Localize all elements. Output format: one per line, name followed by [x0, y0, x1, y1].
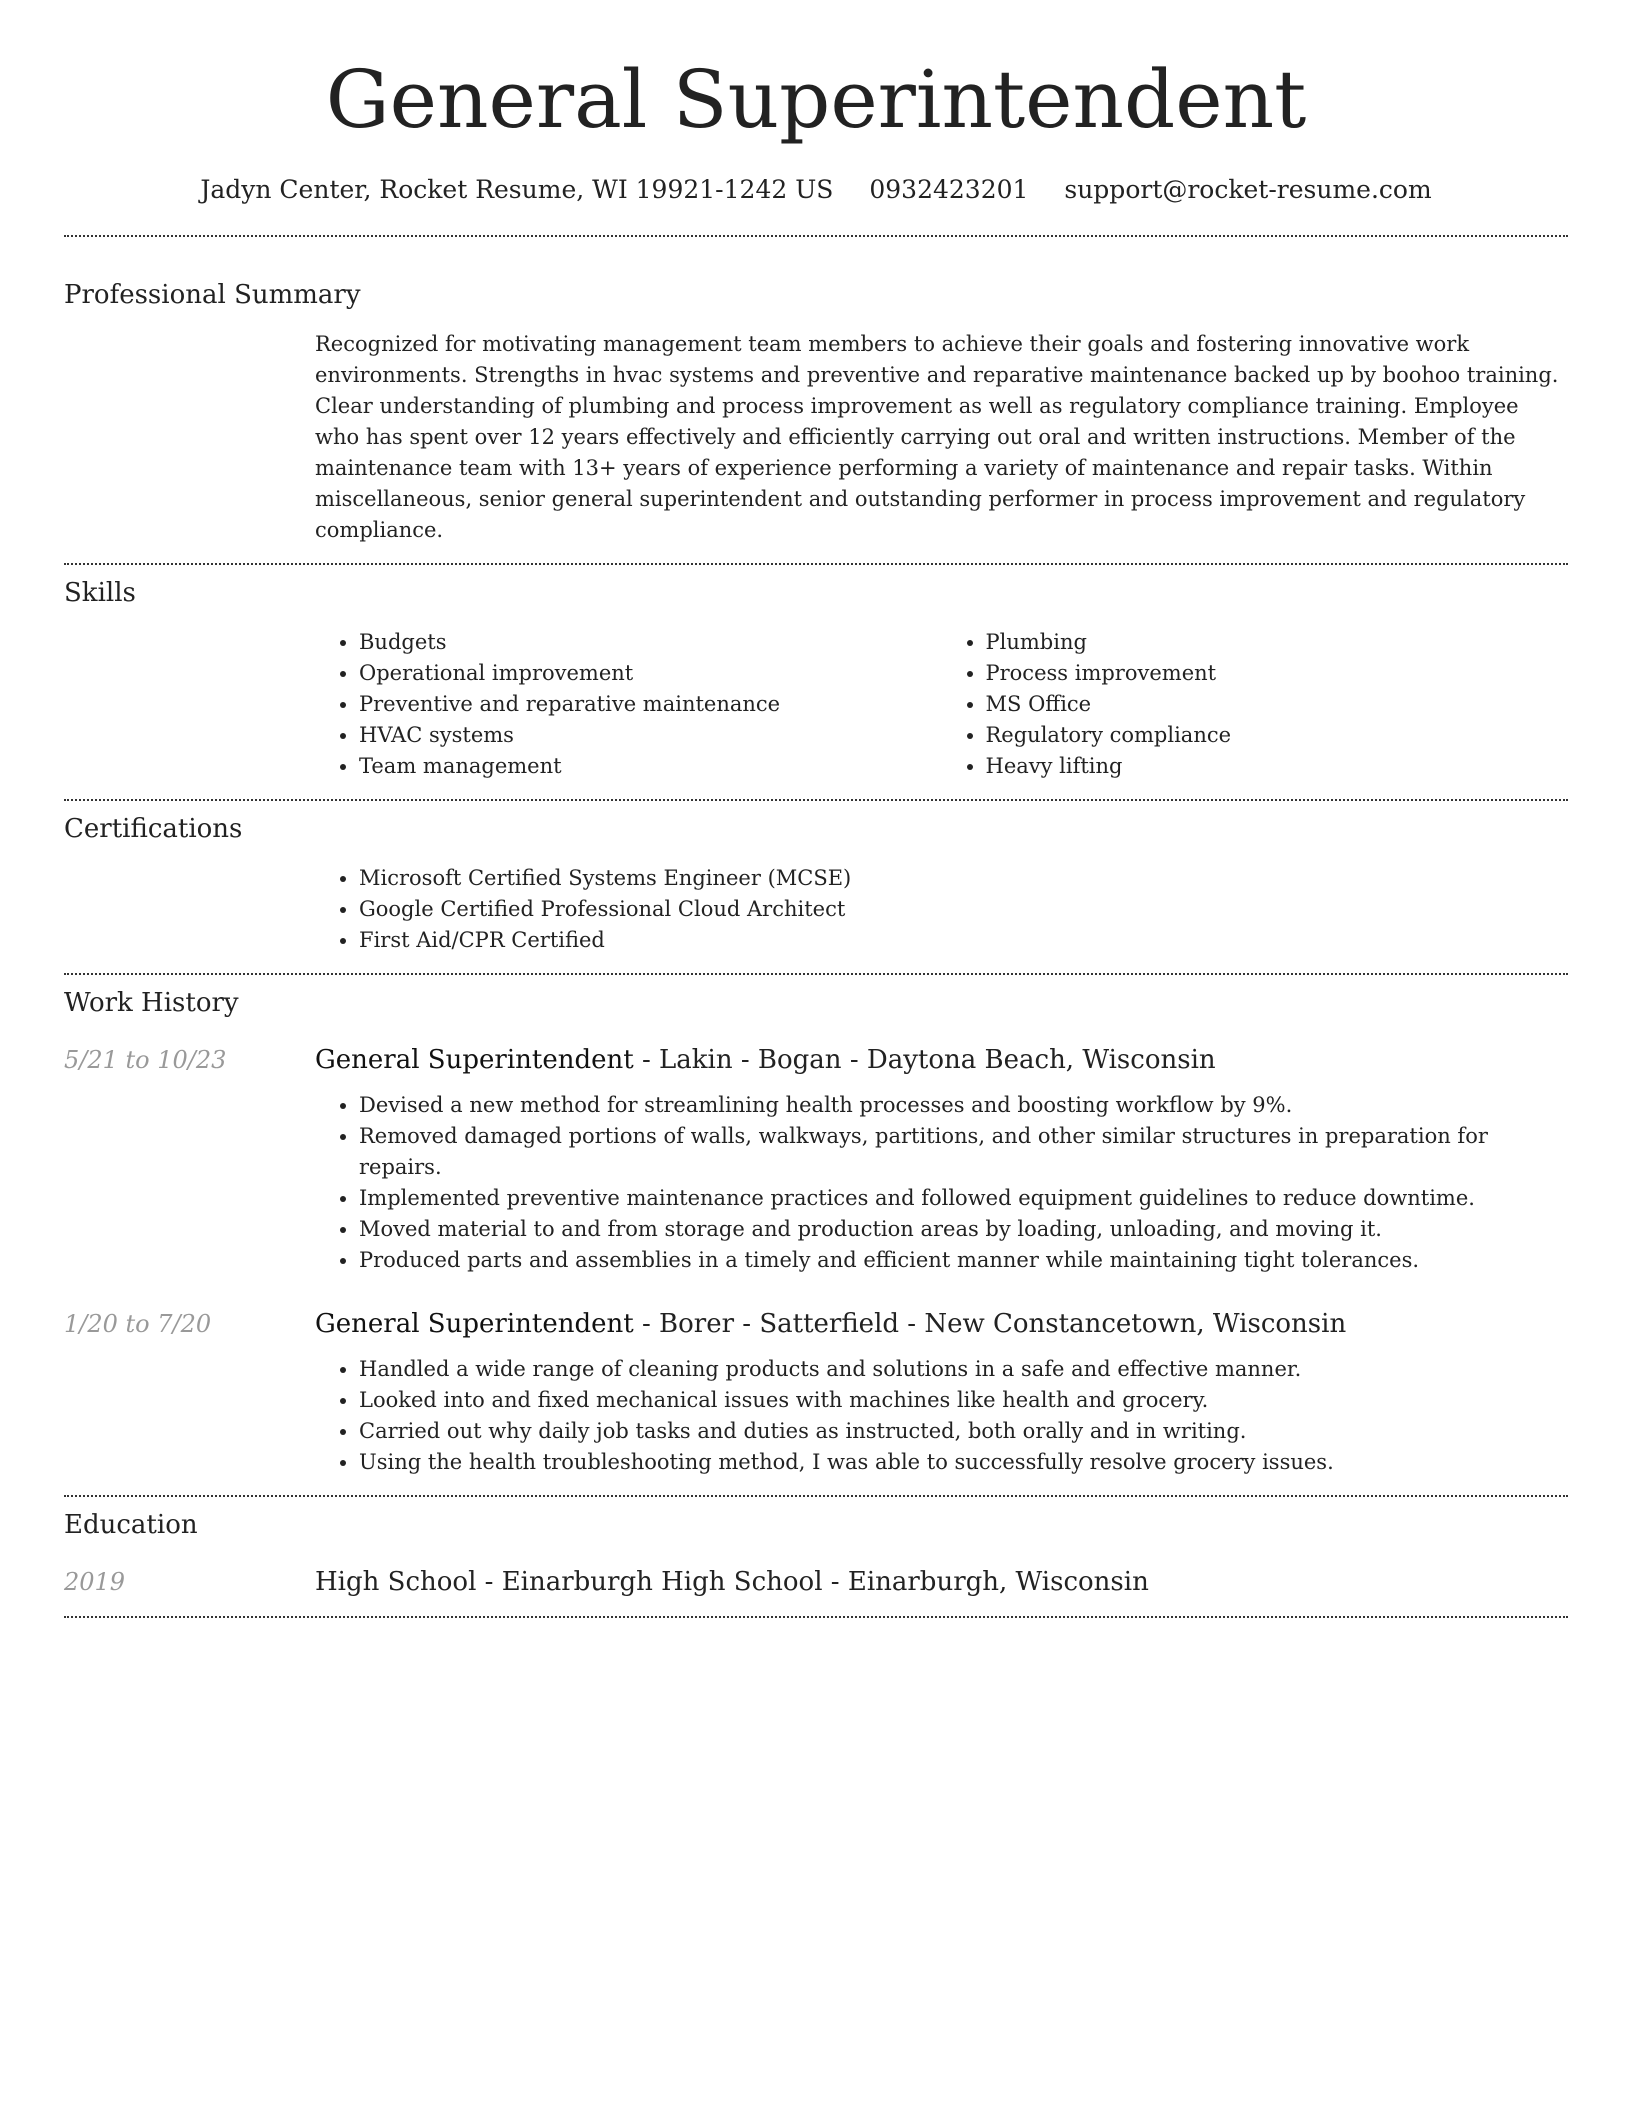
- skill-item: • MS Office: [986, 689, 1569, 720]
- certifications-list: [315, 863, 1568, 956]
- education-section: [64, 1497, 1568, 1616]
- contact-phone: 0932423201: [869, 175, 1029, 204]
- skills-title: Skills: [64, 578, 136, 608]
- job-employer-location: - Borer - Satterfield - New Constancetown, Wisconsin: [633, 1309, 1347, 1339]
- job-bullet-list: [315, 1354, 1568, 1478]
- skills-list-right: [942, 627, 1569, 782]
- skill-item: • Plumbing: [986, 627, 1569, 658]
- job-role: General Superintendent: [315, 1309, 634, 1339]
- job-employer-location: - Lakin - Bogan - Daytona Beach, Wisconsin: [633, 1045, 1216, 1075]
- job-bullets: [315, 1354, 1568, 1478]
- certification-item: • Microsoft Certified Systems Engineer (MCSE): [359, 863, 1568, 894]
- certifications-title: Certifications: [64, 814, 243, 844]
- education-year: 2019: [64, 1568, 126, 1596]
- work-history-section: [64, 975, 1568, 1495]
- certification-item: • Google Certified Professional Cloud Architect: [359, 894, 1568, 925]
- education-divider: [64, 1616, 1568, 1618]
- job-bullet: • Produced parts and assemblies in a timely and efficient manner while maintaining tight tolerances.: [359, 1245, 1568, 1276]
- contact-line: [64, 170, 1568, 210]
- job-heading: [315, 1307, 1568, 1341]
- education-heading: High School - Einarburgh High School - Einarburgh, Wisconsin: [315, 1567, 1149, 1597]
- summary-content: [315, 329, 1568, 546]
- skills-section: [64, 565, 1568, 799]
- candidate-name: General Superintendent: [325, 53, 1307, 146]
- resume-header: [64, 0, 1568, 210]
- skill-item: • Budgets: [359, 627, 942, 658]
- certifications-content: [315, 863, 1568, 956]
- education-entry: [64, 1565, 1568, 1599]
- work-history-title: Work History: [64, 988, 239, 1018]
- job-bullet: • Carried out why daily job tasks and duties as instructed, both orally and in writing.: [359, 1416, 1568, 1447]
- job-bullets: [315, 1090, 1568, 1276]
- contact-address: Jadyn Center, Rocket Resume, WI 19921-1242 US: [200, 175, 834, 204]
- summary-section: [64, 237, 1568, 563]
- job-bullet: • Looked into and fixed mechanical issues with machines like health and grocery.: [359, 1385, 1568, 1416]
- skill-item: • Process improvement: [986, 658, 1569, 689]
- job-bullet: • Using the health troubleshooting method, I was able to successfully resolve grocery issues.: [359, 1447, 1568, 1478]
- summary-text: Recognized for motivating management team members to achieve their goals and fostering innovative work environments. Strengths in hvac systems and preventive and reparative maintenance backed up by boohoo training. Clear understanding of plumbing and process improvement as well as regulatory compliance training. Employee who has spent over 12 years effectively and efficiently carrying out oral and written instructions. Member of the maintenance team with 13+ years of experience performing a variety of maintenance and repair tasks. Within miscellaneous, senior general superintendent and outstanding performer in process improvement and regulatory compliance.: [315, 332, 1559, 542]
- job-bullet: • Implemented preventive maintenance practices and followed equipment guidelines to reduce downtime.: [359, 1183, 1568, 1214]
- job-dates: 5/21 to 10/23: [64, 1046, 227, 1074]
- job-bullet-list: [315, 1090, 1568, 1276]
- skills-content: [315, 627, 1568, 782]
- certifications-section: [64, 801, 1568, 973]
- job-bullet: • Moved material to and from storage and production areas by loading, unloading, and moving it.: [359, 1214, 1568, 1245]
- resume-page: [64, 0, 1568, 1618]
- skills-list-left: [315, 627, 942, 782]
- job-entry: [64, 1307, 1568, 1478]
- skill-item: • Preventive and reparative maintenance: [359, 689, 942, 720]
- skill-item: • Heavy lifting: [986, 751, 1569, 782]
- job-bullet: • Devised a new method for streamlining health processes and boosting workflow by 9%.: [359, 1090, 1568, 1121]
- job-entry: [64, 1043, 1568, 1276]
- skill-item: • HVAC systems: [359, 720, 942, 751]
- skill-item: • Operational improvement: [359, 658, 942, 689]
- education-title: Education: [64, 1510, 198, 1540]
- job-role: General Superintendent: [315, 1045, 634, 1075]
- summary-title: Professional Summary: [64, 280, 361, 310]
- certification-item: • First Aid/CPR Certified: [359, 925, 1568, 956]
- skill-item: • Team management: [359, 751, 942, 782]
- contact-email: support@rocket-resume.com: [1064, 175, 1432, 204]
- job-dates: 1/20 to 7/20: [64, 1310, 212, 1338]
- job-heading: [315, 1043, 1568, 1077]
- job-bullet: • Removed damaged portions of walls, walkways, partitions, and other similar structures in preparation for repairs.: [359, 1121, 1568, 1183]
- job-bullet: • Handled a wide range of cleaning products and solutions in a safe and effective manner.: [359, 1354, 1568, 1385]
- skill-item: • Regulatory compliance: [986, 720, 1569, 751]
